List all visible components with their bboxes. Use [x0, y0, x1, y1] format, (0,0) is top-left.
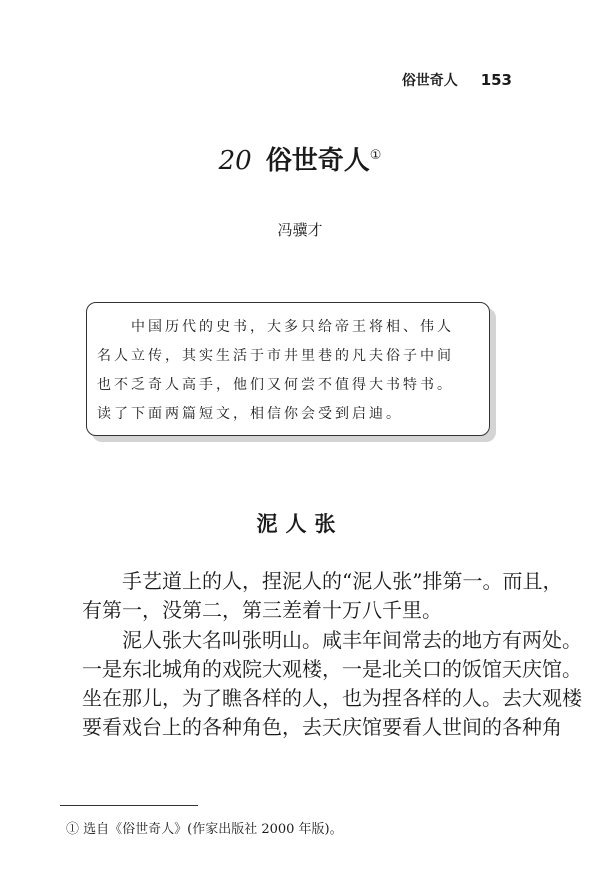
body-line: 坐在那儿，为了瞧各样的人，也为捏各样的人。去大观楼	[82, 686, 582, 711]
body-text	[82, 567, 582, 743]
intro-line: 读了下面两篇短文，相信你会受到启迪。	[97, 406, 403, 422]
author: 冯骥才	[277, 221, 323, 239]
page-title	[0, 140, 600, 177]
intro-box	[86, 302, 490, 436]
body-line: 有第一，没第二，第三差着十万八千里。	[82, 598, 442, 623]
intro-line: 名人立传，其实生活于市井里巷的凡夫俗子中间	[97, 348, 454, 364]
footnote: ① 选自《俗世奇人》(作家出版社 2000 年版)。	[66, 822, 343, 837]
body-line: 手艺道上的人，捏泥人的“泥人张”排第一。而且，	[82, 569, 563, 593]
footnote-divider	[60, 805, 198, 806]
body-line: 要看戏台上的各种角色，去天庆馆要看人世间的各种角	[82, 715, 562, 740]
footnote-mark[interactable]: ①	[369, 148, 382, 163]
lesson-title: 俗世奇人	[265, 146, 370, 176]
section-title: 泥人张	[256, 512, 344, 536]
body-line: 一是东北城角的戏院大观楼，一是北关口的饭馆天庆馆。	[82, 656, 582, 681]
intro-line: 中国历代的史书，大多只给帝王将相、伟人	[97, 319, 454, 335]
page-number: 153	[480, 71, 512, 89]
intro-line: 也不乏奇人高手，他们又何尝不值得大书特书。	[97, 377, 454, 393]
lesson-number: 20	[218, 146, 252, 176]
running-header	[402, 70, 512, 90]
body-line: 泥人张大名叫张明山。咸丰年间常去的地方有两处。	[82, 627, 582, 652]
running-title: 俗世奇人	[401, 73, 458, 89]
